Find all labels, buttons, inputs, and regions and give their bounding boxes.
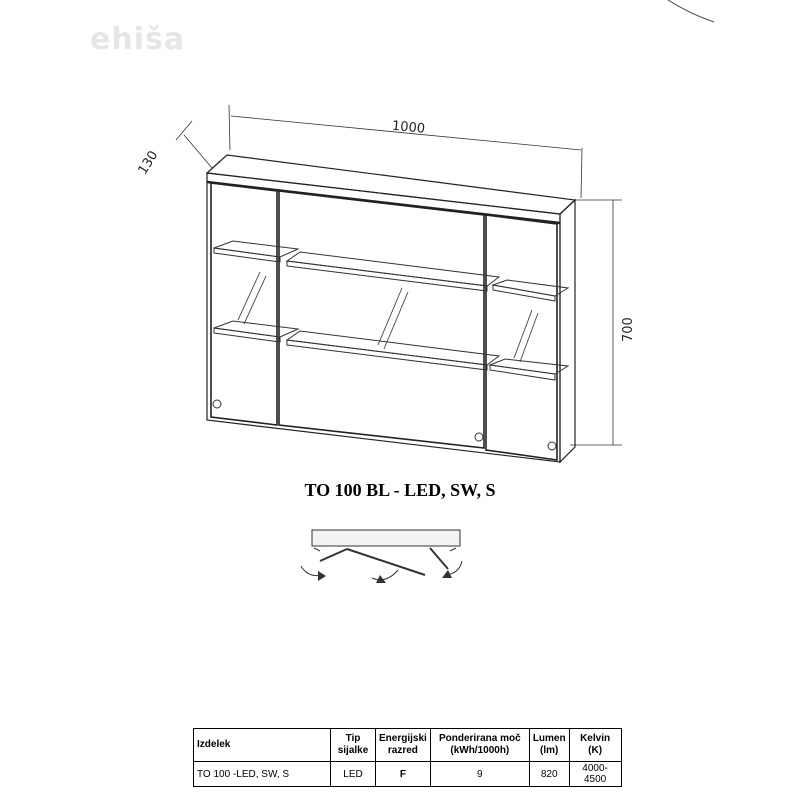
header-izdelek: Izdelek: [194, 729, 331, 762]
product-title: TO 100 BL - LED, SW, S: [304, 480, 496, 500]
door-knobs: [213, 400, 556, 450]
header-lumen: Lumen (lm): [529, 729, 569, 762]
header-kelvin: Kelvin (K): [569, 729, 621, 762]
ehisa-watermark-logo: ehiša: [90, 22, 186, 57]
depth-dimension: [176, 121, 212, 168]
spec-table-header-row: [194, 729, 622, 762]
rotation-arrow-icons: [318, 570, 452, 583]
height-dimension: [570, 200, 622, 445]
cell-tip-sijalke: LED: [331, 762, 376, 787]
header-ponderirana-moc: Ponderirana moč (kWh/1000h): [430, 729, 529, 762]
height-dimension-label: 700: [621, 317, 636, 342]
cell-izdelek: TO 100 -LED, SW, S: [194, 762, 331, 787]
cell-lumen: 820: [529, 762, 569, 787]
cell-kelvin: 4000-4500: [569, 762, 621, 787]
cabinet-doors: [211, 183, 557, 460]
header-energijski-razred: Energijski razred: [376, 729, 431, 762]
corner-arc-line: [668, 0, 714, 22]
table-row: [194, 762, 622, 787]
door-opening-top-view: [301, 530, 462, 580]
cabinet-shelves: [214, 241, 568, 380]
width-dimension-label: 1000: [391, 118, 426, 137]
cell-ponderirana-moc: 9: [430, 762, 529, 787]
depth-dimension-label: 130: [135, 148, 162, 178]
cabinet-body: [207, 155, 575, 462]
header-tip-sijalke: Tip sijalke: [331, 729, 376, 762]
cell-energijski-razred: F: [376, 762, 431, 787]
product-spec-table: [193, 728, 622, 787]
